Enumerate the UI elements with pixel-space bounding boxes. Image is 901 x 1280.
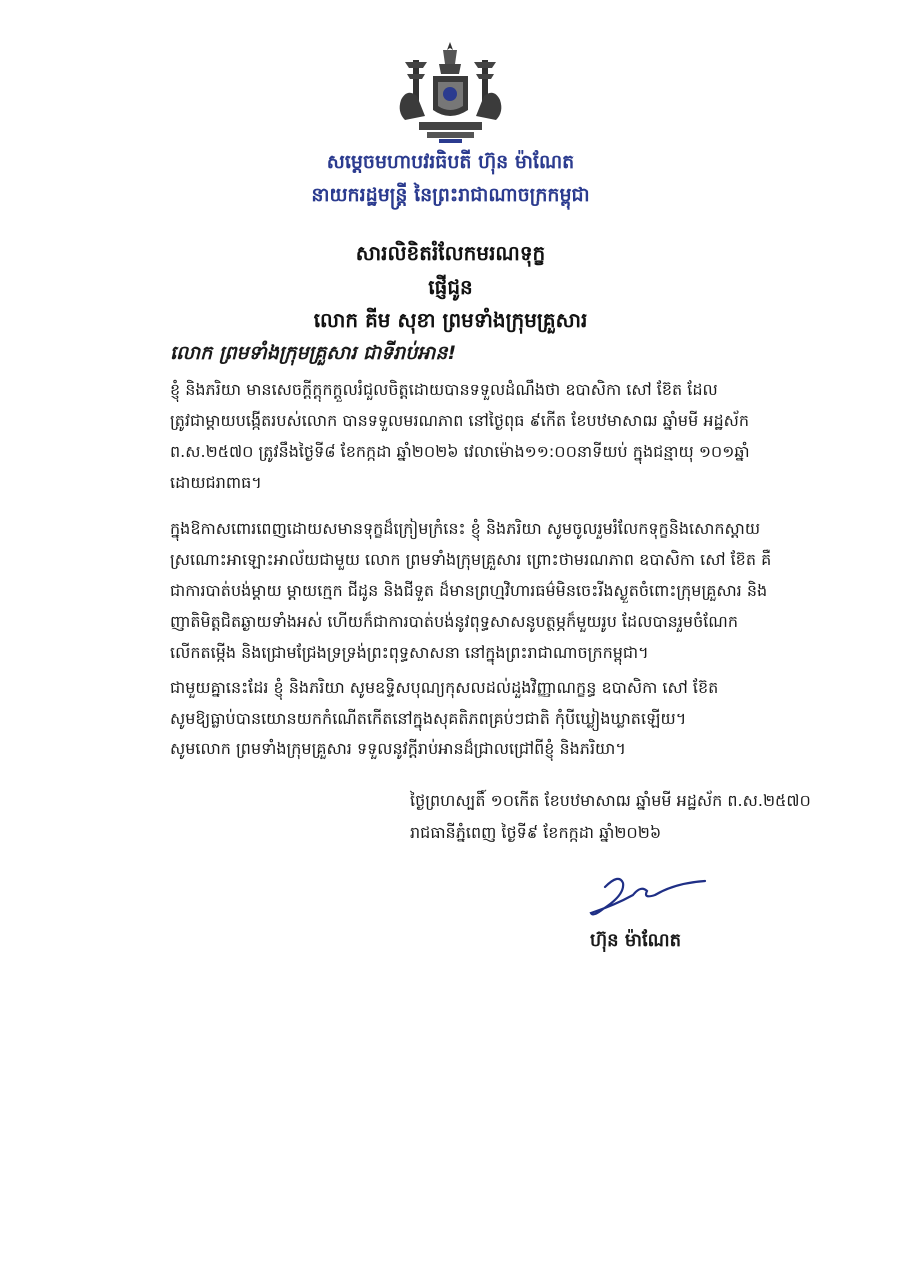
paragraph-1 [170, 374, 750, 498]
letter-title-to: ផ្ញើជូន [428, 275, 473, 299]
paragraph-line: ព.ស.២៥៧០ ត្រូវនឹងថ្ងៃទី៨ ខែកក្កដា ឆ្នាំ២០២៦ វេលាម៉ោង១១:០០នាទីយប់ ក្នុងជន្មាយុ ១០១ឆ្នាំ [170, 442, 750, 461]
paragraph-line: ជាការបាត់បង់ម្ដាយ ម្ដាយក្មេក ជីដូន និងជីទួត ដ៏មានព្រហ្មវិហារធម៌មិនចេះរីងស្ងួតចំពោះក្រុមគ្រួសារ និង [170, 581, 768, 600]
date-lunar: ថ្ងៃព្រហស្បតិ៍ ១០កើត ខែបឋមាសាឍ ឆ្នាំមមី អដ្ឋស័ក ព.ស.២៥៧០ [410, 791, 811, 810]
paragraph-line: ដោយជរាពាធ។ [170, 473, 262, 492]
sender-title: សម្ដេចមហាបវរធិបតី ហ៊ុន ម៉ាណែត [326, 151, 575, 173]
paragraph-2 [170, 513, 772, 668]
closing-line: សូមលោក ព្រមទាំងក្រុមគ្រួសារ ទទួលនូវក្ដីរាប់អានដ៏ជ្រាលជ្រៅពីខ្ញុំ និងភរិយា។ [170, 739, 626, 758]
paragraph-line: សូមឱ្យធ្លាប់បានយោនយកកំណើតកើតនៅក្នុងសុគតិភពគ្រប់ៗជាតិ កុំបីឃ្លៀងឃ្លាតឡើយ។ [170, 709, 687, 728]
paragraph-line: ក្នុងឱកាសពោរពេញដោយសមានទុក្ខដ៏ក្រៀមក្រំនេះ ខ្ញុំ និងភរិយា សូមចូលរួមរំលែកទុក្ខនិងសោកស្ដាយ [170, 519, 761, 538]
paragraph-line: ស្រណោះអាឡោះអាល័យជាមួយ លោក ព្រមទាំងក្រុមគ្រួសារ ព្រោះថាមរណភាព ឧបាសិកា សៅ ខ៊ែត គឺ [170, 550, 772, 569]
royal-emblem-icon [393, 40, 508, 145]
sender-office: នាយករដ្ឋមន្ត្រី នៃព្រះរាជាណាចក្រកម្ពុជា [311, 184, 590, 206]
signature-icon [585, 865, 715, 925]
paragraph-3 [170, 672, 750, 734]
paragraph-line: ជាមួយគ្នានេះដែរ ខ្ញុំ និងភរិយា សូមឧទ្ទិសបុណ្យកុសលដល់ដួងវិញ្ញាណក្ខន្ធ ឧបាសិកា សៅ ខ៊ែត [170, 678, 719, 697]
salutation: លោក ព្រមទាំងក្រុមគ្រួសារ ជាទីរាប់អាន! [170, 342, 457, 364]
paragraph-line: លើកតម្កើង និងជ្រោមជ្រែងទ្រទ្រង់ព្រះពុទ្ធសាសនា នៅក្នុងព្រះរាជាណាចក្រកម្ពុជា។ [170, 643, 649, 662]
letter-recipient: លោក គីម សុខា ព្រមទាំងក្រុមគ្រួសារ [313, 308, 588, 332]
paragraph-line: ខ្ញុំ និងភរិយា មានសេចក្ដីក្ដុកក្ដួលរំជួលចិត្តដោយបានទទួលដំណឹងថា ឧបាសិកា សៅ ខ៊ែត ដែល [170, 380, 718, 399]
paragraph-line: ញាតិមិត្តជិតឆ្ងាយទាំងអស់ ហើយក៏ជាការបាត់បង់នូវពុទ្ធសាសនូបត្ថម្ភក៏មួយរូប ដែលបានរួមចំណែក [170, 612, 738, 631]
paragraph-line: ត្រូវជាម្ដាយបង្កើតរបស់លោក បានទទួលមរណភាព នៅថ្ងៃពុធ ៩កើត ខែបឋមាសាឍ ឆ្នាំមមី អដ្ឋស័ក [170, 411, 750, 430]
signer-name: ហ៊ុន ម៉ាណែត [590, 930, 682, 951]
letter-title: សារលិខិតរំលែកមរណទុក្ខ [355, 241, 546, 265]
date-solar: រាជធានីភ្នំពេញ ថ្ងៃទី៩ ខែកក្កដា ឆ្នាំ២០២៦ [410, 823, 662, 842]
